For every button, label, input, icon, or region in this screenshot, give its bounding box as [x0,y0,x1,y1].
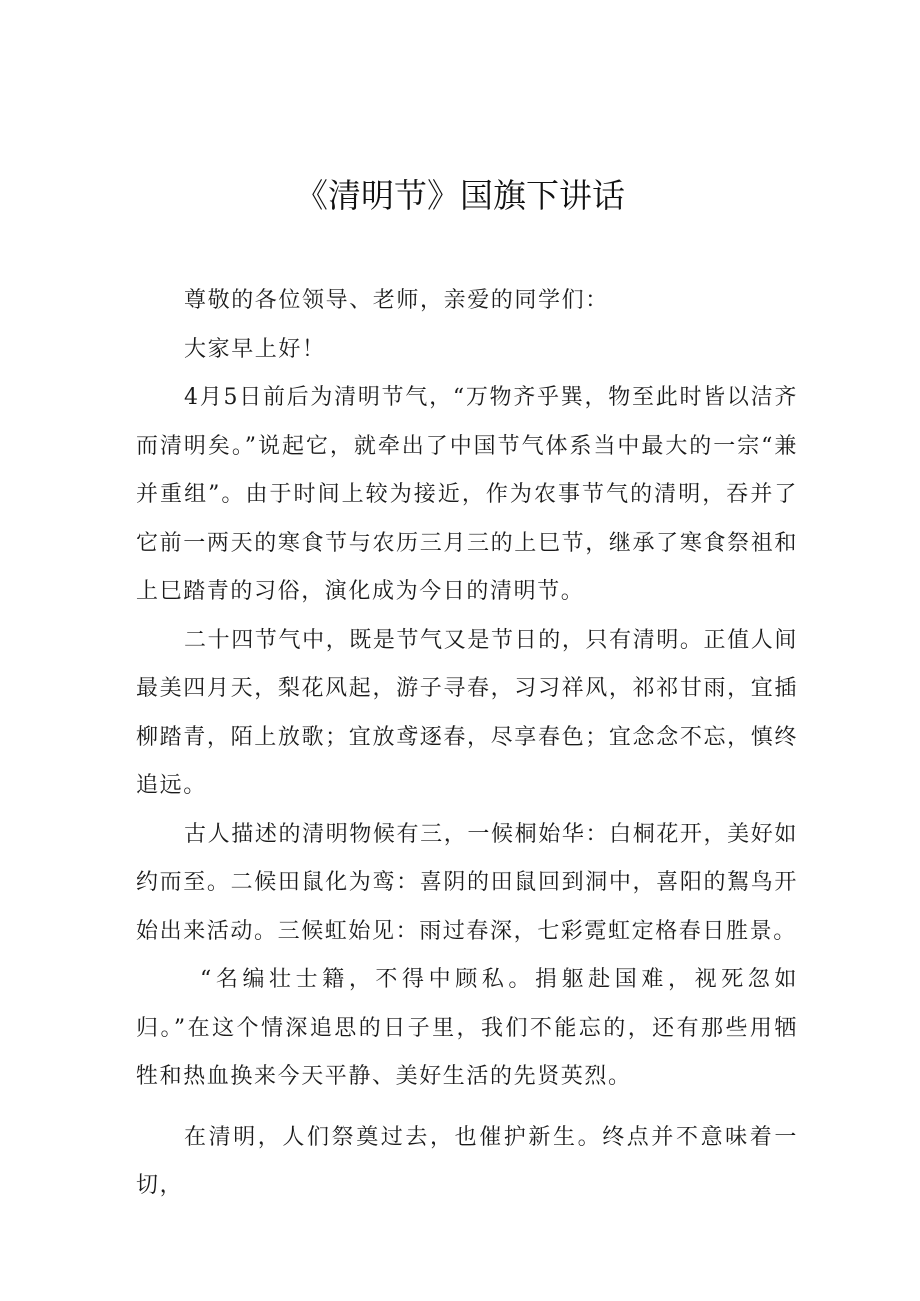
body-paragraph: 二十四节气中，既是节气又是节日的，只有清明。正值人间最美四月天，梨花风起，游子寻春，习习祥风，祁祁甘雨，宜插柳踏青，陌上放歌；宜放鸢逐春，尽享春色；宜念念不忘，慎终追远。 [136,627,798,798]
poem-quote-paragraph: “名编壮士籍，不得中顾私。捐躯赴国难，视死忽如归。”在这个情深追思的日子里，我们不能忘的，还有那些用牺牲和热血换来今天平静、美好生活的先贤英烈。 [136,967,798,1089]
body-paragraph: 4月5日前后为清明节气，“万物齐乎巽，物至此时皆以洁齐而清明矣。”说起它，就牵出了中国节气体系当中最大的一宗“兼并重组”。由于时间上较为接近，作为农事节气的清明，吞并了它前一两天的寒食节与农历三月三的上巳节，继承了寒食祭祖和上巳踏青的习俗，演化成为今日的清明节。 [136,385,798,604]
salutation-paragraph: 尊敬的各位领导、老师，亲爱的同学们： [184,288,609,313]
body-paragraph: 在清明，人们祭奠过去，也催护新生。终点并不意味着一切， [136,1124,798,1198]
document-body [136,277,798,1211]
document-title: 《清明节》国旗下讲话 [295,176,625,215]
greeting-paragraph: 大家早上好！ [184,336,326,362]
body-paragraph: 古人描述的清明物候有三，一候桐始华：白桐花开，美好如约而至。二候田鼠化为鸾：喜阴的田鼠回到洞中，喜阳的鴽鸟开始出来活动。三候虹始见：雨过春深，七彩霓虹定格春日胜景。 [136,821,798,944]
